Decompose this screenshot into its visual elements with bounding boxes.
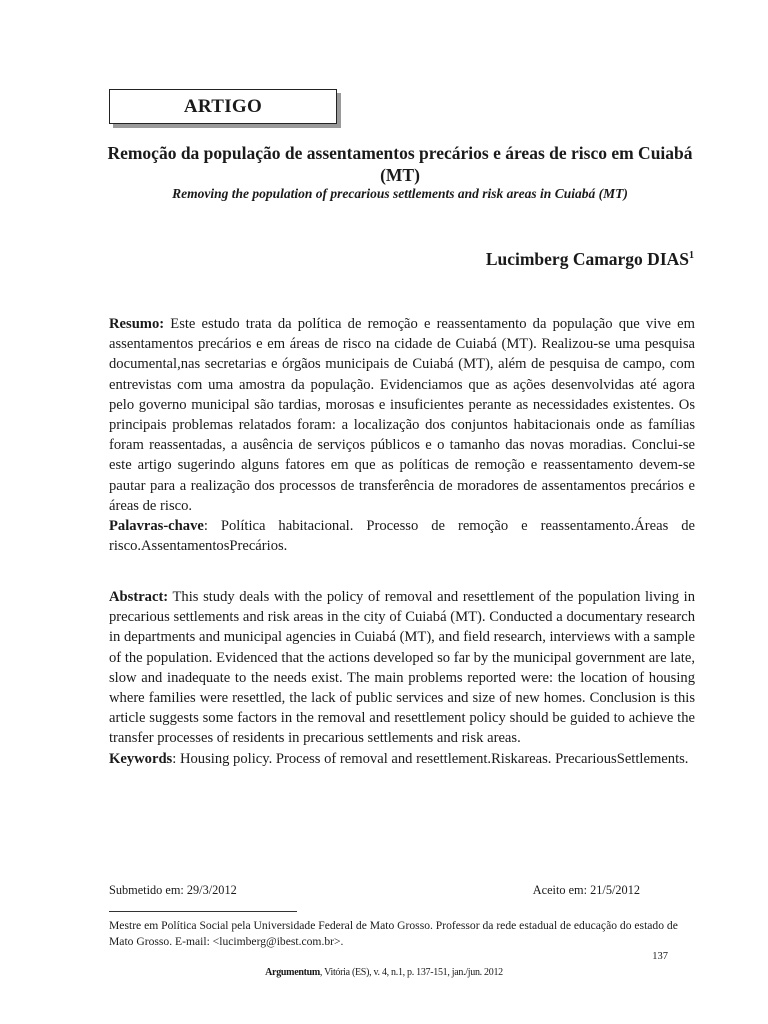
keywords-paragraph [109,749,695,769]
keywords-text: : Housing policy. Process of removal and resettlement.Riskareas. PrecariousSettlements. [172,750,689,767]
palavras-chave-text: : Política habitacional. Processo de remoção e reassentamento.Áreas de risco.AssentamentosPrecários. [109,518,695,555]
section-label: ARTIGO [183,95,263,117]
abstract-label: Abstract: [109,589,169,605]
author-footnote-mark: 1 [689,250,694,262]
resumo-text: Este estudo trata da política de remoção e reassentamento da população que vive em assentamentos precários e em áreas de risco na cidade de Cuiabá (MT). Realizou-se uma pesquisa documental,nas secretarias e órgãos municipais de Cuiabá (MT), além de pesquisa de campo, com entrevistas com uma amostra da população. Evidenciamos que as ações desenvolvidas até agora pelo governo municipal são tardias, morosas e insuficientes perante as necessidades existentes. Os principais problemas relatados foram: a localização dos conjuntos habitacionais onde as famílias foram reassentadas, a ausência de serviços públicos e o tamanho das novas moradias. Conclui-se este artigo sugerindo alguns fatores em que as políticas de remoção e reassentamento devem-se pautar para a realização dos processos de transferência de moradores de assentamentos precários e áreas de risco. [109,316,695,514]
keywords-label: Keywords [109,750,173,767]
resumo-label: Resumo: [109,316,165,332]
journal-citation-text: , Vitória (ES), v. 4, n.1, p. 137-151, jan./jun. 2012 [319,967,503,978]
footnote-divider [109,911,297,912]
journal-citation [0,967,768,978]
author [486,249,694,270]
submitted-date: Submetido em: 29/3/2012 [109,883,237,897]
palavras-chave-label: Palavras-chave [109,518,204,535]
accepted-date: Aceito em: 21/5/2012 [532,883,640,897]
abstract-text: This study deals with the policy of removal and resettlement of the population living in precarious settlements and risk areas in the city of Cuiabá (MT). Conducted a documentary research in departments and municipal agencies in Cuiabá (MT), and field research, interviews with a sample of the population. Evidenced that the actions developed so far by the municipal government are late, slow and inadequate to the needs exist. The main problems reported were: the location of housing where families were resettled, the lack of public services and size of new homes. Conclusion is this article suggests some factors in the removal and resettlement policy should be guided to achieve the transfer processes of residents in precarious settlements and risk areas. [109,589,695,747]
abstract-section [109,587,695,769]
journal-name: Argumentum [265,967,320,978]
footnote-text: Mestre em Política Social pela Universidade Federal de Mato Grosso. Professor da rede estadual de educação do estado de Mato Grosso. E-mail: <lucimberg@ibest.com.br>. [109,919,678,948]
article-title: Remoção da população de assentamentos precários e áreas de risco em Cuiabá (MT) [107,143,693,185]
author-name: Lucimberg Camargo DIAS [485,249,689,269]
resumo-section [109,314,695,556]
resumo-paragraph [109,314,695,516]
dates-row [109,883,640,898]
article-title-english: Removing the population of precarious settlements and risk areas in Cuiabá (MT) [172,186,628,201]
page-number: 137 [652,951,668,962]
section-label-box [109,89,337,124]
palavras-chave-paragraph [109,516,695,556]
abstract-paragraph [109,587,695,749]
footnote [109,918,695,950]
